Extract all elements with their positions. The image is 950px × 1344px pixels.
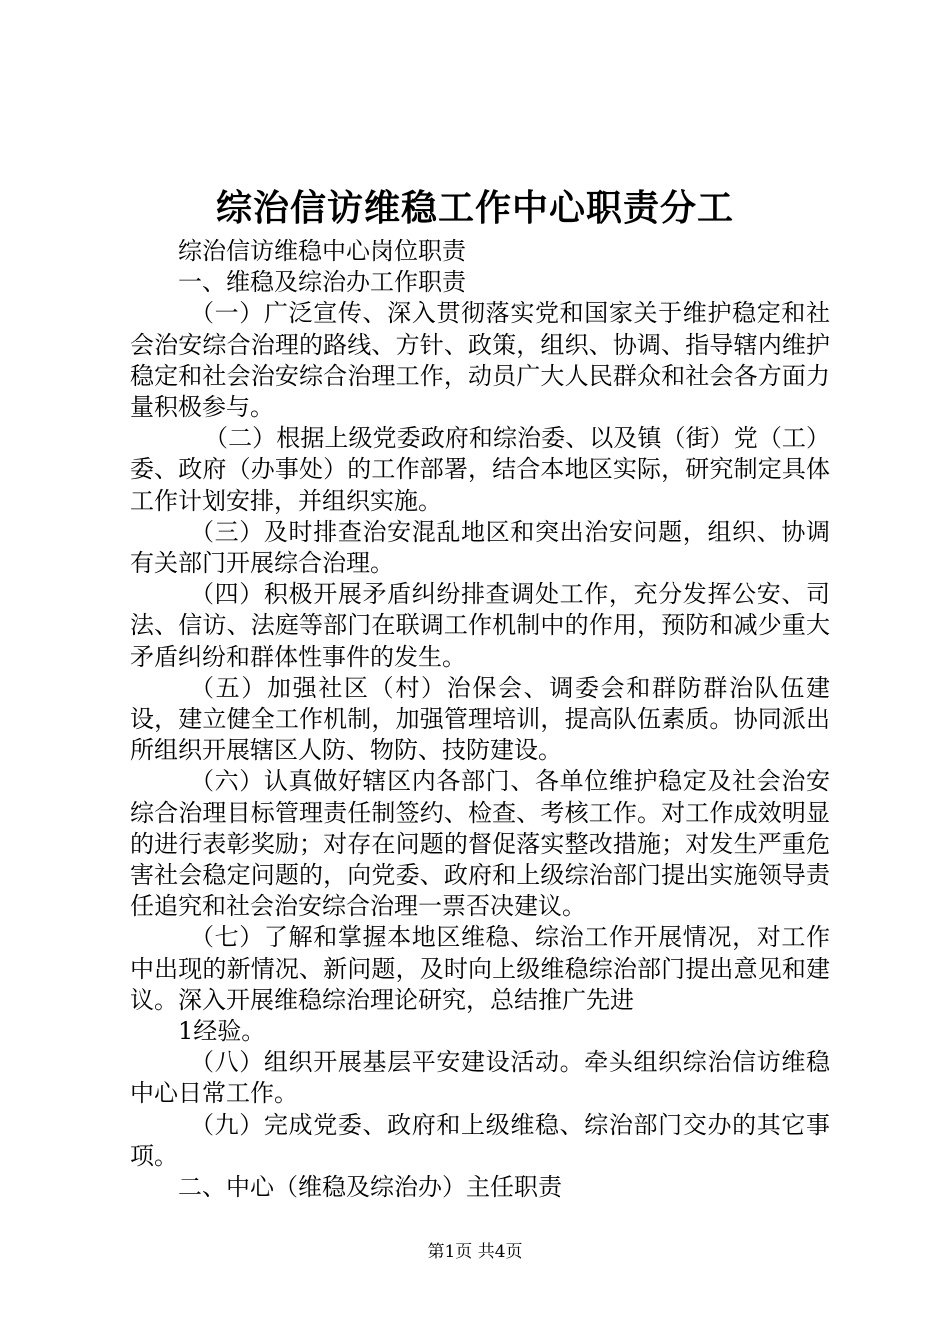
paragraph-continuation: 1经验。 [178,1017,266,1046]
paragraph-item-4: （四）积极开展矛盾纠纷排查调处工作，充分发挥公安、司法、信访、法庭等部门在联调工作机制中的作用，预防和减少重大矛盾纠纷和群体性事件的发生。 [130,580,830,671]
paragraph-item-5: （五）加强社区（村）治保会、调委会和群防群治队伍建设，建立健全工作机制，加强管理培训，提高队伍素质。协同派出所组织开展辖区人防、物防、技防建设。 [130,673,830,765]
paragraph-item-7: （七）了解和掌握本地区维稳、综治工作开展情况，对工作中出现的新情况、新问题，及时向上级维稳综治部门提出意见和建议。深入开展维稳综治理论研究，总结推广先进 [130,923,830,1014]
section-heading-1: 一、维稳及综治办工作职责 [178,268,466,297]
document-body [130,236,830,1203]
paragraph-item-6: （六）认真做好辖区内各部门、各单位维护稳定及社会治安综合治理目标管理责任制签约、检查、考核工作。对工作成效明显的进行表彰奖励；对存在问题的督促落实整改措施；对发生严重危害社会稳定问题的，向党委、政府和上级综治部门提出实施领导责任追究和社会治安综合治理一票否决建议。 [130,767,830,921]
paragraph-item-1: （一）广泛宣传、深入贯彻落实党和国家关于维护稳定和社会治安综合治理的路线、方针、政策，组织、协调、指导辖内维护稳定和社会治安综合治理工作，动员广大人民群众和社会各方面力量积极参与。 [130,299,830,422]
paragraph-subtitle: 综治信访维稳中心岗位职责 [178,237,466,265]
document-title: 综治信访维稳工作中心职责分工 [215,187,734,229]
paragraph-item-9: （九）完成党委、政府和上级维稳、综治部门交办的其它事项。 [130,1110,830,1170]
paragraph-item-3: （三）及时排查治安混乱地区和突出治安问题，组织、协调有关部门开展综合治理。 [130,517,830,578]
paragraph-item-8: （八）组织开展基层平安建设活动。牵头组织综治信访维稳中心日常工作。 [130,1048,830,1108]
section-heading-2: 二、中心（维稳及综治办）主任职责 [178,1173,562,1202]
paragraph-item-2: （二）根据上级党委政府和综治委、以及镇（街）党（工）委、政府（办事处）的工作部署，结合本地区实际，研究制定具体工作计划安排，并组织实施。 [130,424,830,515]
page-footer: 第1页 共4页 [427,1242,523,1262]
